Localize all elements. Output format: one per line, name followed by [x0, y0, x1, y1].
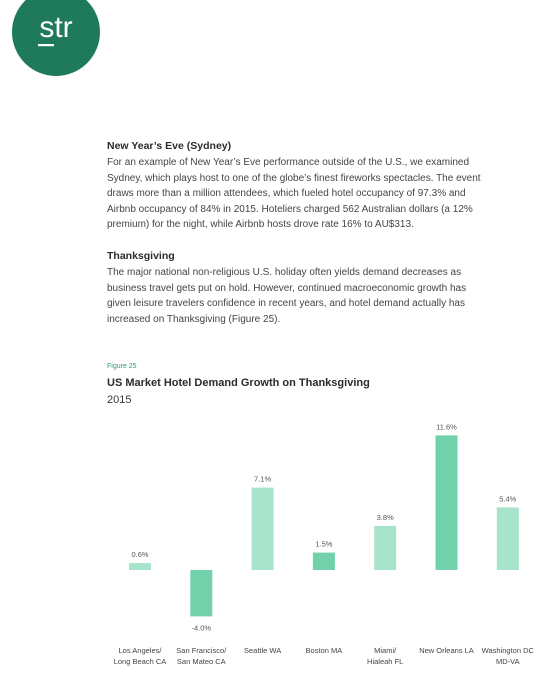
chart-data-label: 7.1% [254, 474, 272, 484]
chart-data-label: 1.5% [315, 539, 333, 549]
chart-bar [313, 553, 335, 570]
chart-subtitle: 2015 [107, 394, 132, 406]
chart-category-label: Washington DC [481, 646, 534, 655]
figure-label: Figure 25 [107, 363, 137, 370]
body-content [107, 139, 487, 327]
chart-bar [374, 526, 396, 570]
chart-category-label: New Orleans LA [419, 646, 474, 655]
str-logo [12, 0, 100, 76]
section-title: New Year’s Eve (Sydney) [107, 140, 232, 152]
section-body: The major national non-religious U.S. holiday often yields demand decreases as business travel gets put on hold. However, continued macroeconomic growth has given leisure travelers confidence in recent years, and hotel demand actually has increased on Thanksgiving (Figure 25). [107, 266, 467, 325]
str-logo-mark [24, 14, 88, 50]
chart-category-label: San Mateo CA [176, 657, 226, 666]
chart-bar [252, 488, 274, 570]
chart-category-label: Seattle WA [243, 646, 282, 655]
chart-category-label: San Francisco/ [176, 646, 227, 655]
chart-data-label: 5.4% [499, 494, 517, 504]
chart-data-label: -4.0% [191, 623, 212, 633]
chart-data-label: 11.6% [436, 422, 457, 432]
section-new-years-eve [107, 139, 487, 233]
section-thanksgiving [107, 249, 487, 327]
chart-data-label: 3.8% [376, 512, 394, 522]
chart-category-label: Los Angeles/ [118, 646, 162, 655]
chart-category-label: Long Beach CA [113, 657, 167, 666]
logo-text: str [39, 14, 73, 44]
chart-bar [436, 435, 458, 570]
chart-bar [497, 507, 519, 570]
chart-bar [190, 570, 212, 616]
chart-category-label: Miami/ [374, 646, 397, 655]
chart-title: US Market Hotel Demand Growth on Thanksgiving [107, 377, 370, 389]
chart-category-label: Boston MA [305, 646, 343, 655]
chart-bar [129, 563, 151, 570]
section-title: Thanksgiving [107, 249, 175, 262]
chart-data-label: 0.6% [131, 550, 149, 559]
chart-category-label: Hialeah FL [367, 657, 404, 666]
section-body: For an example of New Year’s Eve performance outside of the U.S., we examined Sydney, which plays host to one of the globe’s finest fireworks spectacles. The event draws more than a million attendees, which fueled hotel occupancy of 97.3% and Airbnb occupancy of 84% in 2015. Hoteliers charged 562 Australian dollars (a 12% premium) for the night, while Airbnb hosts drove rate 16% to AU$313. [107, 157, 481, 231]
chart-category-label: MD-VA [495, 657, 520, 666]
